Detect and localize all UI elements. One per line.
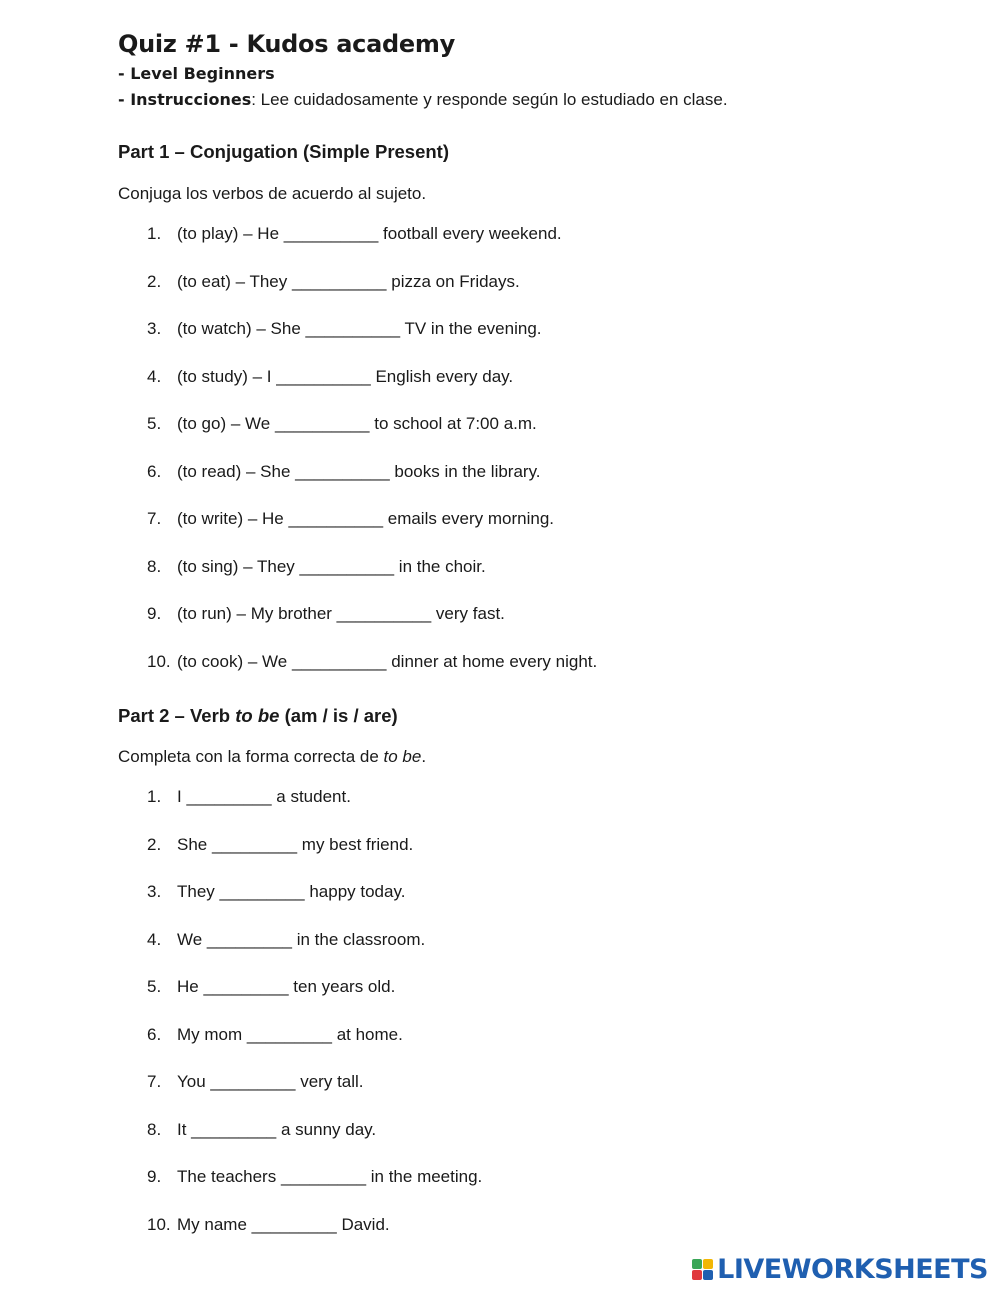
part2-question-2 (147, 835, 413, 855)
part2-question-4 (147, 930, 425, 950)
part2-heading (118, 705, 398, 727)
question-text[interactable]: It _________ a sunny day. (177, 1119, 377, 1139)
question-number: 8. (147, 556, 162, 576)
question-number: 2. (147, 834, 162, 854)
question-text[interactable]: We _________ in the classroom. (177, 929, 426, 949)
question-text[interactable]: (to eat) – They __________ pizza on Fridays. (177, 271, 520, 291)
part1-question-4 (147, 367, 513, 387)
part2-heading-post: (am / is / are) (279, 705, 398, 726)
question-text[interactable]: (to read) – She __________ books in the library. (177, 461, 541, 481)
part2-subtitle-emphasis: to be (383, 747, 422, 766)
question-number: 6. (147, 1024, 162, 1044)
part1-question-1 (147, 224, 562, 244)
quiz-title: Quiz #1 - Kudos academy (118, 30, 455, 58)
part2-subtitle (118, 747, 426, 767)
question-text[interactable]: (to study) – I __________ English every day. (177, 366, 514, 386)
part1-heading: Part 1 – Conjugation (Simple Present) (118, 141, 450, 162)
question-text[interactable]: (to sing) – They __________ in the choir. (177, 556, 486, 576)
question-number: 6. (147, 461, 162, 481)
question-number: 3. (147, 882, 162, 901)
question-text[interactable]: He _________ ten years old. (177, 977, 396, 996)
question-number: 3. (147, 319, 162, 338)
question-number: 7. (147, 1072, 162, 1091)
question-text[interactable]: (to play) – He __________ football every weekend. (177, 224, 562, 243)
question-text[interactable]: My name _________ David. (177, 1214, 390, 1234)
question-text[interactable]: (to run) – My brother __________ very fast. (177, 604, 505, 623)
question-number: 4. (147, 929, 162, 949)
question-text[interactable]: They _________ happy today. (177, 882, 406, 901)
question-number: 2. (147, 271, 162, 291)
question-number: 9. (147, 1167, 162, 1186)
part2-question-3 (147, 882, 405, 902)
brand-tile (703, 1270, 713, 1280)
part1-question-5 (147, 414, 537, 434)
level-line (118, 64, 275, 84)
part1-question-3 (147, 319, 542, 339)
instructions-label: - Instrucciones (118, 90, 252, 109)
question-number: 1. (147, 787, 162, 806)
brand-name: LIVEWORKSHEETS (717, 1254, 988, 1285)
liveworksheets-logo (692, 1254, 988, 1285)
part2-heading-emphasis: to be (235, 705, 280, 726)
question-number: 1. (147, 224, 162, 243)
brand-tile (692, 1259, 702, 1269)
part2-question-5 (147, 977, 395, 997)
part2-question-1 (147, 787, 351, 807)
question-number: 10. (147, 651, 171, 671)
part2-question-10 (147, 1215, 390, 1235)
part1-question-2 (147, 272, 520, 292)
liveworksheets-mark-icon (692, 1259, 713, 1280)
part2-question-9 (147, 1167, 482, 1187)
part2-heading-pre: Part 2 – Verb (118, 705, 236, 726)
question-text[interactable]: I _________ a student. (177, 787, 351, 806)
question-text[interactable]: You _________ very tall. (177, 1072, 364, 1091)
question-number: 4. (147, 366, 162, 386)
question-text[interactable]: (to cook) – We __________ dinner at home every night. (177, 651, 598, 671)
question-text[interactable]: (to watch) – She __________ TV in the evening. (177, 319, 542, 338)
part1-subtitle: Conjuga los verbos de acuerdo al sujeto. (118, 184, 427, 203)
question-text[interactable]: (to write) – He __________ emails every morning. (177, 509, 555, 528)
question-number: 9. (147, 604, 162, 623)
part1-question-6 (147, 462, 541, 482)
question-text[interactable]: The teachers _________ in the meeting. (177, 1167, 483, 1186)
instructions-line (118, 90, 728, 110)
brand-tile (703, 1259, 713, 1269)
part2-question-8 (147, 1120, 376, 1140)
part1-question-9 (147, 604, 505, 624)
question-number: 5. (147, 977, 162, 996)
question-number: 7. (147, 509, 162, 528)
question-number: 10. (147, 1214, 171, 1234)
brand-tile (692, 1270, 702, 1280)
part1-question-8 (147, 557, 486, 577)
question-number: 5. (147, 414, 162, 433)
part2-subtitle-pre: Completa con la forma correcta de (118, 747, 384, 766)
part2-question-7 (147, 1072, 364, 1092)
question-number: 8. (147, 1119, 162, 1139)
question-text[interactable]: (to go) – We __________ to school at 7:00 a.m. (177, 414, 537, 433)
part2-subtitle-post: . (421, 747, 427, 766)
level-label: - Level Beginners (118, 64, 275, 83)
question-text[interactable]: My mom _________ at home. (177, 1024, 403, 1044)
part2-question-6 (147, 1025, 403, 1045)
instructions-text: : Lee cuidadosamente y responde según lo estudiado en clase. (251, 90, 728, 109)
part1-question-7 (147, 509, 554, 529)
question-text[interactable]: She _________ my best friend. (177, 834, 414, 854)
part1-question-10 (147, 652, 597, 672)
